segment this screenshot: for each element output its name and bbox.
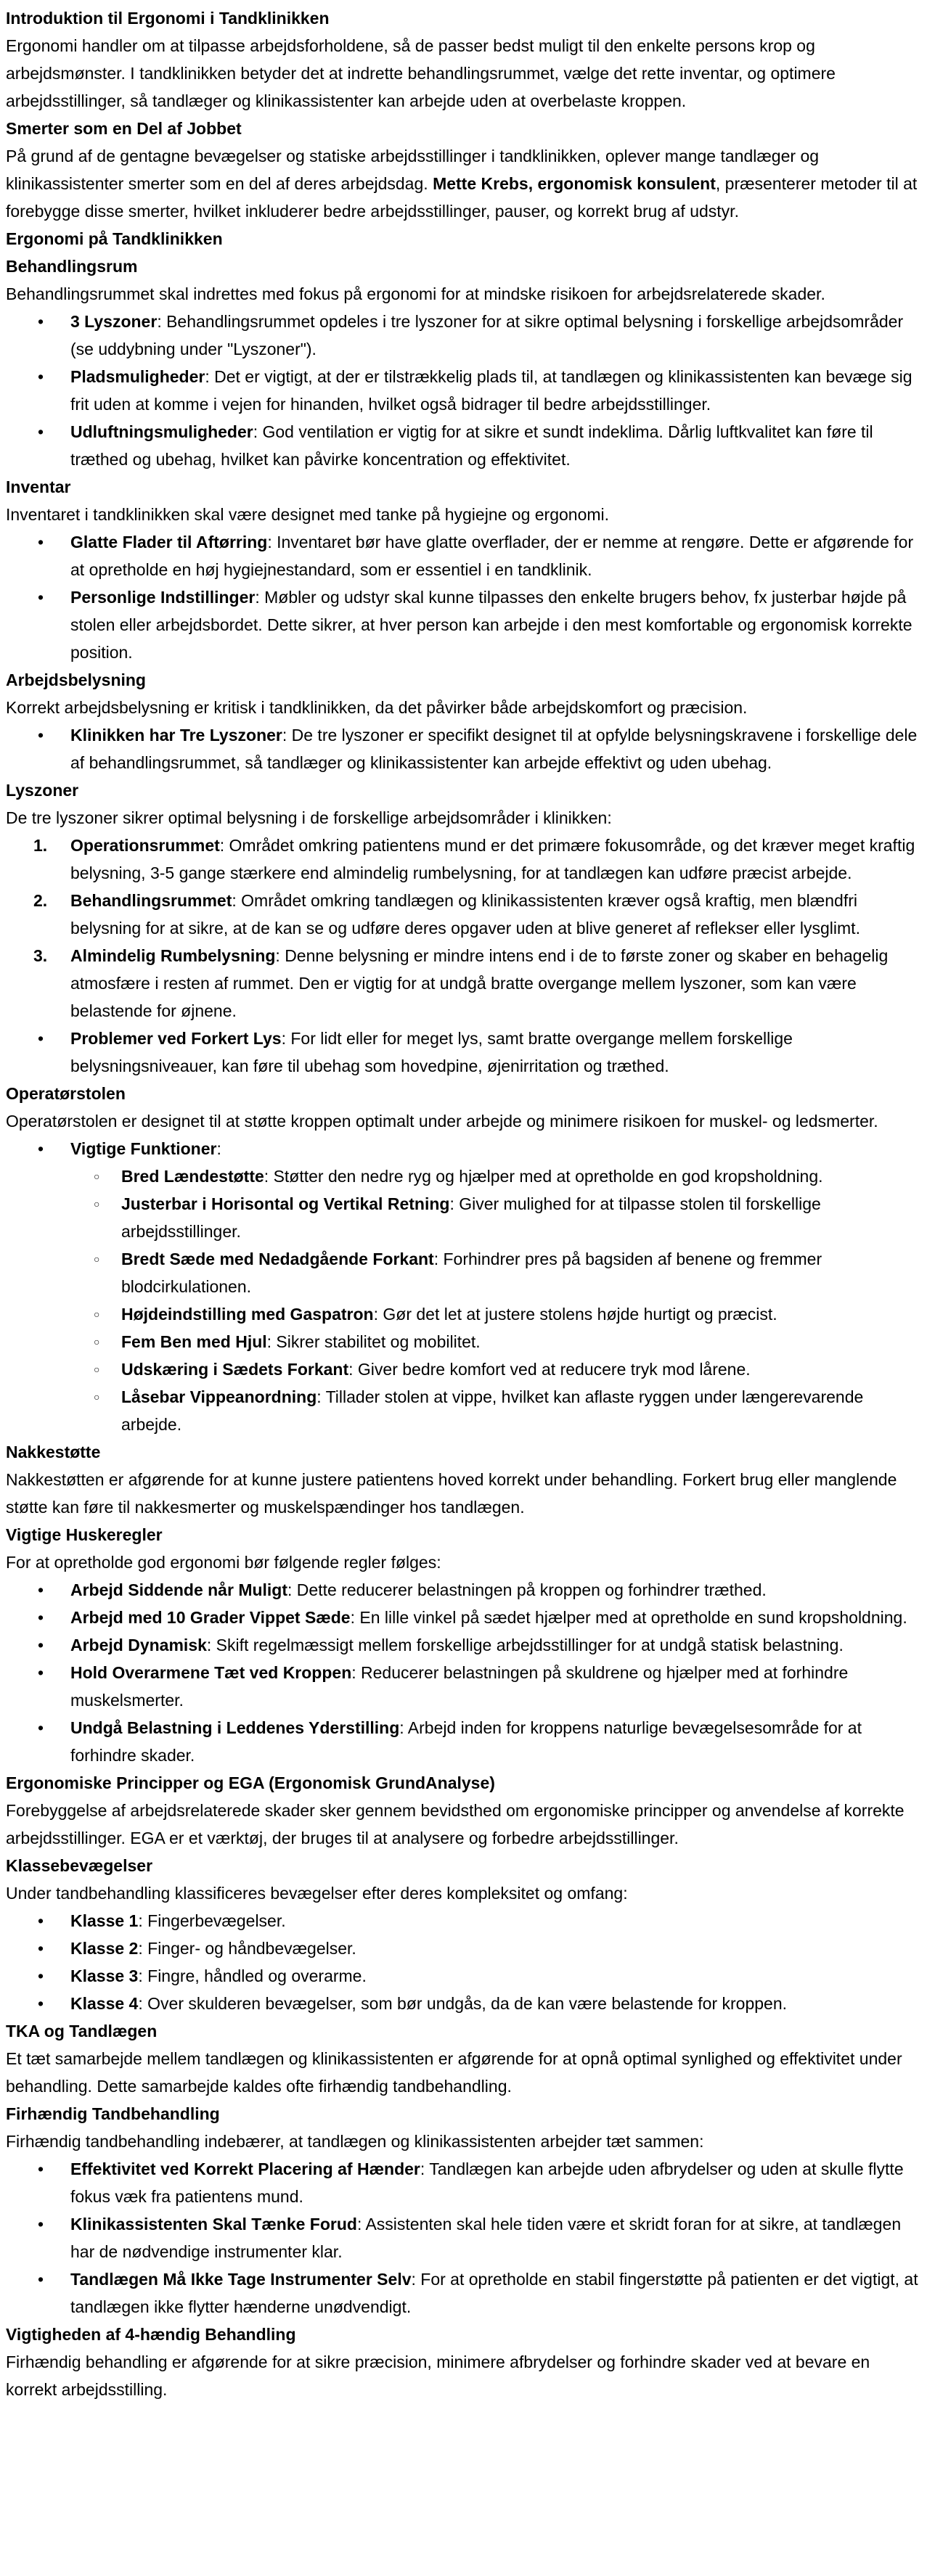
list (6, 528, 919, 666)
paragraph (6, 1797, 919, 1852)
section-heading (6, 2017, 919, 2045)
bold-text-run: Mette Krebs, ergonomisk konsulent (433, 174, 716, 193)
bold-text-run: Klasse 4 (70, 1994, 139, 2013)
bullet-marker: • (38, 1994, 44, 2013)
list-item (6, 887, 919, 942)
list-item (6, 2265, 919, 2321)
bold-text-run: Nakkestøtte (6, 1443, 101, 1461)
section-heading (6, 225, 919, 253)
text-run: : Skift regelmæssigt mellem forskellige arbejdsstillinger for at undgå statisk belastning. (206, 1636, 844, 1654)
section-heading (6, 1852, 919, 1879)
text-run: : Denne belysning er mindre intens end i de to første zoner og skaber en behagelig atmosfære i resten af rummet. Den er vigtig for at undgå bratte overgange mellem lyszoner, som kan være belastende for øjnene. (70, 946, 889, 1020)
list-item (6, 1025, 919, 1080)
text-run: Korrekt arbejdsbelysning er kritisk i tandklinikken, da det påvirker både arbejdskomfort og præcision. (6, 698, 748, 717)
number-marker: 1. (33, 836, 48, 855)
bold-text-run: Vigtigheden af 4-hændig Behandling (6, 2325, 296, 2344)
list-item (6, 1190, 919, 1245)
list-item (6, 418, 919, 473)
list-item (6, 1135, 919, 1162)
text-run: Et tæt samarbejde mellem tandlægen og klinikassistenten er afgørende for at opnå optimal synlighed og effektivitet under behandling. Dette samarbejde kaldes ofte firhændig tandbehandling. (6, 2049, 902, 2096)
paragraph (6, 1466, 919, 1521)
bold-text-run: Ergonomi på Tandklinikken (6, 229, 223, 248)
paragraph (6, 2128, 919, 2155)
bold-text-run: Glatte Flader til Aftørring (70, 533, 268, 551)
text-run: På grund af de gentagne bevægelser og statiske arbejdsstillinger i tandklinikken, oplever mange tandlæger og klinikassistenter smerter som en del af deres arbejdsdag. (6, 147, 820, 193)
bold-text-run: Klasse 2 (70, 1939, 139, 1958)
text-run: : Møbler og udstyr skal kunne tilpasses den enkelte brugers behov, fx justerbar højde på stolen eller arbejdsbordet. Dette sikrer, at hver person kan arbejde i den mest komfortable og ergonomisk korrekte position. (70, 588, 912, 662)
bullet-marker: • (38, 2270, 44, 2289)
list-item (6, 308, 919, 363)
list-item (6, 1383, 919, 1438)
text-run: : Støtter den nedre ryg og hjælper med at opretholde en god kropsholdning. (264, 1167, 823, 1186)
text-run: : Tandlægen kan arbejde uden afbrydelser og uden at skulle flytte fokus væk fra patientens mund. (70, 2159, 904, 2206)
list-item (6, 1355, 919, 1383)
section-heading (6, 776, 919, 804)
bold-text-run: Klinikassistenten Skal Tænke Forud (70, 2215, 357, 2234)
section-heading (6, 1080, 919, 1107)
text-run: : Finger- og håndbevægelser. (138, 1939, 356, 1958)
bullet-marker: • (38, 726, 44, 745)
paragraph (6, 501, 919, 528)
paragraph (6, 1879, 919, 1907)
bullet-marker: • (38, 1580, 44, 1599)
bold-text-run: Fem Ben med Hjul (121, 1332, 267, 1351)
list-item (6, 1245, 919, 1300)
list-item (6, 832, 919, 887)
bold-text-run: Udskæring i Sædets Forkant (121, 1360, 349, 1379)
list-item (6, 1962, 919, 1990)
text-run: : Det er vigtigt, at der er tilstrækkelig plads til, at tandlægen og klinikassistenten kan bevæge sig frit uden at komme i vejen for hinanden, hvilket også bidrager til bedre arbejdsstillinger. (70, 367, 912, 414)
text-run: De tre lyszoner sikrer optimal belysning i de forskellige arbejdsområder i klinikken: (6, 808, 612, 827)
bold-text-run: Vigtige Funktioner (70, 1139, 217, 1158)
bold-text-run: Tandlægen Må Ikke Tage Instrumenter Selv (70, 2270, 412, 2289)
bold-text-run: Klassebevægelser (6, 1856, 153, 1875)
bold-text-run: Behandlingsrum (6, 257, 138, 276)
section-heading (6, 1769, 919, 1797)
bold-text-run: Smerter som en Del af Jobbet (6, 119, 242, 138)
text-run: : Dette reducerer belastningen på kroppen og forhindrer træthed. (287, 1580, 767, 1599)
circle-marker: ○ (94, 1170, 100, 1182)
text-run: Firhændig tandbehandling indebærer, at tandlægen og klinikassistenten arbejder tæt sammen: (6, 2132, 704, 2151)
list-item (6, 1300, 919, 1328)
text-run: : Området omkring tandlægen og klinikassistenten kræver også kraftig, men blændfri belysning for at sikre, at de kan se og udføre deres opgaver uden at blive generet af reflekser eller lysglimt. (70, 891, 860, 938)
bullet-marker: • (38, 1663, 44, 1682)
circle-marker: ○ (94, 1308, 100, 1320)
text-run: : Behandlingsrummet opdeles i tre lyszoner for at sikre optimal belysning i forskellige arbejdsområder (se uddybning under "Lyszoner"). (70, 312, 904, 358)
list-item (6, 721, 919, 776)
list-item (6, 1714, 919, 1769)
bold-text-run: Almindelig Rumbelysning (70, 946, 276, 965)
bold-text-run: Låsebar Vippeanordning (121, 1387, 317, 1406)
text-run: Operatørstolen er designet til at støtte kroppen optimalt under arbejde og minimere risikoen for muskel- og ledsmerter. (6, 1112, 878, 1131)
bullet-marker: • (38, 1939, 44, 1958)
list-item (6, 2210, 919, 2265)
bold-text-run: Effektivitet ved Korrekt Placering af Hænder (70, 2159, 420, 2178)
list-item (6, 583, 919, 666)
paragraph (6, 694, 919, 721)
bold-text-run: Lyszoner (6, 781, 79, 800)
list-item (6, 1907, 919, 1935)
list-item (6, 1162, 919, 1190)
section-heading (6, 253, 919, 280)
bold-text-run: TKA og Tandlægen (6, 2022, 158, 2040)
text-run: : Sikrer stabilitet og mobilitet. (266, 1332, 481, 1351)
text-run: : Tillader stolen at vippe, hvilket kan aflaste ryggen under længerevarende arbejde. (121, 1387, 864, 1434)
list (6, 308, 919, 473)
bold-text-run: Højdeindstilling med Gaspatron (121, 1305, 374, 1324)
text-run: : Giver bedre komfort ved at reducere tryk mod lårene. (348, 1360, 751, 1379)
text-run: Ergonomi handler om at tilpasse arbejdsforholdene, så de passer bedst muligt til den enkelte persons krop og arbejdsmønster. I tandklinikken betyder det at indrette behandlingsrummet, vælge det rette inventar, og optimere arbejdsstillinger, så tandlæger og klinikassistenter kan arbejde uden at overbelaste kroppen. (6, 36, 836, 110)
circle-marker: ○ (94, 1363, 100, 1375)
circle-marker: ○ (94, 1253, 100, 1265)
bold-text-run: Operatørstolen (6, 1084, 126, 1103)
bold-text-run: Inventar (6, 477, 71, 496)
text-run: For at opretholde god ergonomi bør følgende regler følges: (6, 1553, 441, 1572)
section-heading (6, 115, 919, 142)
section-heading (6, 2100, 919, 2128)
bold-text-run: Vigtige Huskeregler (6, 1525, 163, 1544)
text-run: , præsenterer metoder til at forebygge disse smerter, hvilket inkluderer bedre arbejdsstillinger, pauser, og korrekt brug af udstyr. (6, 174, 918, 221)
section-heading (6, 2321, 919, 2348)
circle-marker: ○ (94, 1336, 100, 1348)
paragraph (6, 142, 919, 225)
bold-text-run: Personlige Indstillinger (70, 588, 256, 607)
bold-text-run: Hold Overarmene Tæt ved Kroppen (70, 1663, 352, 1682)
text-run: : Området omkring patientens mund er det primære fokusområde, og det kræver meget kraftig belysning, 3-5 gange stærkere end almindelig rumbelysning, for at tandlægen kan udføre præcist arbejde. (70, 836, 915, 882)
text-run: : Assistenten skal hele tiden være et skridt foran for at sikre, at tandlægen har de nødvendige instrumenter klar. (70, 2215, 902, 2261)
list (6, 832, 919, 1080)
bullet-marker: • (38, 588, 44, 607)
text-run: : Reducerer belastningen på skuldrene og hjælper med at forhindre muskelsmerter. (70, 1663, 849, 1710)
bullet-marker: • (38, 1911, 44, 1930)
circle-marker: ○ (94, 1391, 100, 1403)
text-run: : Over skulderen bevægelser, som bør undgås, da de kan være belastende for kroppen. (138, 1994, 788, 2013)
bullet-marker: • (38, 1608, 44, 1627)
list-item (6, 1328, 919, 1355)
bullet-marker: • (38, 1029, 44, 1048)
bold-text-run: Operationsrummet (70, 836, 220, 855)
bold-text-run: Bredt Sæde med Nedadgående Forkant (121, 1250, 434, 1268)
bold-text-run: Behandlingsrummet (70, 891, 232, 910)
bullet-marker: • (38, 533, 44, 551)
bold-text-run: Klasse 3 (70, 1966, 139, 1985)
section-heading (6, 1438, 919, 1466)
list-item (6, 1604, 919, 1631)
text-run: Firhændig behandling er afgørende for at sikre præcision, minimere afbrydelser og forhindre skader ved at bevare en korrekt arbejdsstilling. (6, 2353, 870, 2399)
bold-text-run: 3 Lyszoner (70, 312, 158, 331)
bullet-marker: • (38, 1139, 44, 1158)
list (6, 1907, 919, 2017)
paragraph (6, 280, 919, 308)
list (6, 1576, 919, 1769)
bold-text-run: Pladsmuligheder (70, 367, 205, 386)
list-item (6, 1935, 919, 1962)
bold-text-run: Klinikken har Tre Lyszoner (70, 726, 282, 745)
text-run: : En lille vinkel på sædet hjælper med at opretholde en sund kropsholdning. (350, 1608, 907, 1627)
paragraph (6, 32, 919, 115)
list-item (6, 1659, 919, 1714)
number-marker: 3. (33, 946, 48, 965)
bold-text-run: Undgå Belastning i Leddenes Yderstilling (70, 1718, 400, 1737)
list (6, 1135, 919, 1438)
bold-text-run: Udluftningsmuligheder (70, 422, 253, 441)
text-run: Behandlingsrummet skal indrettes med fokus på ergonomi for at mindske risikoen for arbejdsrelaterede skader. (6, 284, 825, 303)
text-run: : Fingre, håndled og overarme. (138, 1966, 367, 1985)
paragraph (6, 1107, 919, 1135)
text-run: : Forhindrer pres på bagsiden af benene og fremmer blodcirkulationen. (121, 1250, 822, 1296)
bullet-marker: • (38, 367, 44, 386)
bold-text-run: Justerbar i Horisontal og Vertikal Retning (121, 1194, 450, 1213)
text-run: : God ventilation er vigtig for at sikre et sundt indeklima. Dårlig luftkvalitet kan føre til træthed og ubehag, hvilket kan påvirke koncentration og effektivitet. (70, 422, 873, 469)
bold-text-run: Ergonomiske Principper og EGA (Ergonomisk GrundAnalyse) (6, 1773, 495, 1792)
list (6, 721, 919, 776)
bold-text-run: Arbejd Dynamisk (70, 1636, 207, 1654)
section-heading (6, 1521, 919, 1549)
bullet-marker: • (38, 1636, 44, 1654)
list-item (6, 1990, 919, 2017)
list-item (6, 528, 919, 583)
list-item (6, 363, 919, 418)
bullet-marker: • (38, 1966, 44, 1985)
list-item (6, 942, 919, 1025)
text-run: : Gør det let at justere stolens højde hurtigt og præcist. (373, 1305, 777, 1324)
text-run: : Inventaret bør have glatte overflader, der er nemme at rengøre. Dette er afgørende for at opretholde en høj hygiejnestandard, som er essentiel i en tandklinik. (70, 533, 914, 579)
text-run: Under tandbehandling klassificeres bevægelser efter deres kompleksitet og omfang: (6, 1884, 628, 1903)
bold-text-run: Introduktion til Ergonomi i Tandklinikken (6, 9, 330, 28)
bullet-marker: • (38, 1718, 44, 1737)
bullet-marker: • (38, 2215, 44, 2234)
bold-text-run: Arbejd Siddende når Muligt (70, 1580, 288, 1599)
text-run: Inventaret i tandklinikken skal være designet med tanke på hygiejne og ergonomi. (6, 505, 610, 524)
list (6, 2155, 919, 2321)
list-item (6, 1576, 919, 1604)
bold-text-run: Bred Lændestøtte (121, 1167, 264, 1186)
bullet-marker: • (38, 312, 44, 331)
bold-text-run: Klasse 1 (70, 1911, 139, 1930)
bullet-marker: • (38, 2159, 44, 2178)
number-marker: 2. (33, 891, 48, 910)
section-heading (6, 4, 919, 32)
text-run: Forebyggelse af arbejdsrelaterede skader sker gennem bevidsthed om ergonomiske principper og anvendelse af korrekte arbejdsstillinger. EGA er et værktøj, der bruges til at analysere og forbedre arbejdsstillinger. (6, 1801, 905, 1847)
bullet-marker: • (38, 422, 44, 441)
section-heading (6, 473, 919, 501)
paragraph (6, 2045, 919, 2100)
text-run: : For lidt eller for meget lys, samt bratte overgange mellem forskellige belysningsniveauer, kan føre til ubehag som hovedpine, øjenirritation og træthed. (70, 1029, 793, 1075)
bold-text-run: Arbejd med 10 Grader Vippet Sæde (70, 1608, 351, 1627)
list-item (6, 2155, 919, 2210)
text-run: : (216, 1139, 221, 1158)
paragraph (6, 804, 919, 832)
paragraph (6, 2348, 919, 2403)
text-run: : Arbejd inden for kroppens naturlige bevægelsesområde for at forhindre skader. (70, 1718, 862, 1765)
section-heading (6, 666, 919, 694)
text-run: Nakkestøtten er afgørende for at kunne justere patientens hoved korrekt under behandling. Forkert brug eller manglende støtte kan føre til nakkesmerter og muskelspændinger hos tandlægen. (6, 1470, 897, 1517)
list-item (6, 1631, 919, 1659)
text-run: : Giver mulighed for at tilpasse stolen til forskellige arbejdsstillinger. (121, 1194, 821, 1241)
circle-marker: ○ (94, 1198, 100, 1210)
text-run: : Fingerbevægelser. (138, 1911, 286, 1930)
bold-text-run: Problemer ved Forkert Lys (70, 1029, 282, 1048)
text-run: : De tre lyszoner er specifikt designet til at opfylde belysningskravene i forskellige dele af behandlingsrummet, så tandlæger og klinikassistenter kan arbejde effektivt og uden ubehag. (70, 726, 918, 772)
paragraph (6, 1549, 919, 1576)
bold-text-run: Arbejdsbelysning (6, 670, 146, 689)
bold-text-run: Firhændig Tandbehandling (6, 2104, 220, 2123)
text-run: : For at opretholde en stabil fingerstøtte på patienten er det vigtigt, at tandlægen ikke flytter hænderne unødvendigt. (70, 2270, 918, 2316)
